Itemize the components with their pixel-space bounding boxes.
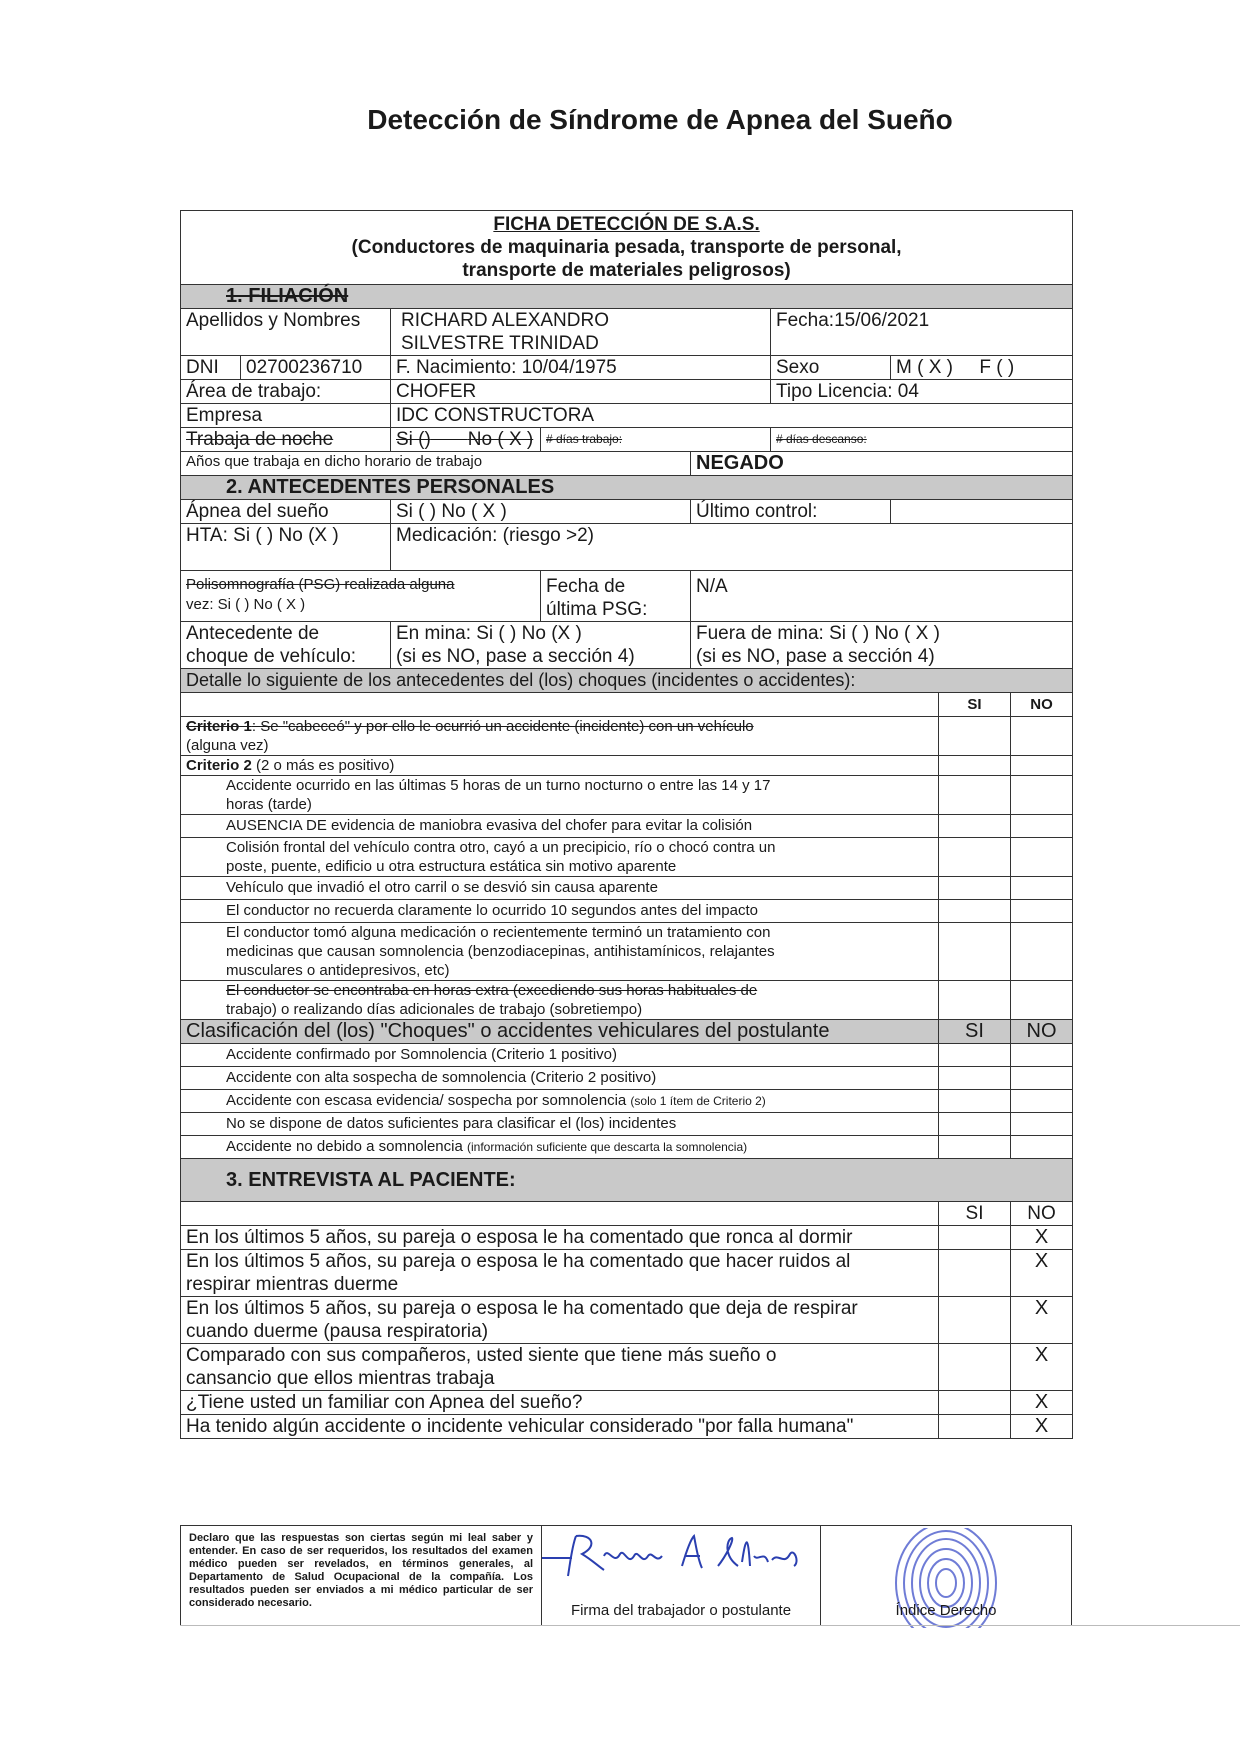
nombre-line-1: RICHARD ALEXANDRO <box>401 310 609 331</box>
hta: HTA: Si ( ) No (X ) <box>181 524 391 571</box>
row-apellidos <box>181 309 1073 356</box>
ultimo-control-value <box>891 500 1073 524</box>
apnea-label: Ápnea del sueño <box>181 500 391 524</box>
question-row <box>181 1297 1073 1344</box>
question-text: Comparado con sus compañeros, usted siente que tiene más sueño o <box>186 1345 777 1366</box>
indice-label: Índice Derecho <box>895 1602 997 1619</box>
row-si-no-header-2 <box>181 1202 1073 1226</box>
question-no: X <box>1011 1415 1073 1439</box>
criterio-item <box>181 776 1073 815</box>
section-entrevista-title: 3. ENTREVISTA AL PACIENTE: <box>181 1159 1073 1202</box>
psg-line-1: Polisomnografía (PSG) realizada alguna <box>186 576 455 593</box>
en-mina <box>391 622 691 669</box>
dni-value: 02700236710 <box>241 356 391 380</box>
signature-area <box>541 1526 821 1625</box>
question-row <box>181 1226 1073 1250</box>
row-area <box>181 380 1073 404</box>
question-text: En los últimos 5 años, su pareja o esposa le ha comentado que ronca al dormir <box>186 1227 853 1248</box>
declaracion-text: Declaro que las respuestas son ciertas según mi leal saber y entender. En caso de ser requeridos, los resultados del examen médico pueden ser revelados, en términos generales, al Departamento de Salud Ocupacional de la compañía. Los resultados pueden ser enviados a mi médico particular de ser considerado necesario. <box>189 1532 533 1609</box>
area-value: CHOFER <box>391 380 771 404</box>
criterio-1-label: Criterio 1 <box>186 718 252 735</box>
nombre-line-2: SILVESTRE TRINIDAD <box>401 333 599 354</box>
fuera-mina-line-2: (si es NO, pase a sección 4) <box>696 646 935 667</box>
question-text: En los últimos 5 años, su pareja o esposa le ha comentado que hacer ruidos al <box>186 1251 851 1272</box>
question-text-2: cuando duerme (pausa respiratoria) <box>186 1321 489 1342</box>
question-text: En los últimos 5 años, su pareja o esposa le ha comentado que deja de respirar <box>186 1298 858 1319</box>
entrevista-no-header: NO <box>1011 1202 1073 1226</box>
criterio-1-si <box>939 717 1011 756</box>
noche-si: Si () <box>396 429 431 450</box>
row-criterio-2 <box>181 756 1073 776</box>
form-subtitle-1: (Conductores de maquinaria pesada, transporte de personal, <box>351 237 902 258</box>
choque-line-1: Antecedente de <box>186 623 320 644</box>
criterio-1-no <box>1011 717 1073 756</box>
question-row <box>181 1344 1073 1391</box>
section-filiacion-title: 1. FILIACIÓN <box>226 285 349 307</box>
sas-form-table <box>180 210 1073 1439</box>
row-criterio-1 <box>181 717 1073 756</box>
clasificacion-item <box>181 1090 1073 1113</box>
sexo-f: F ( ) <box>979 357 1015 378</box>
fecha-psg <box>541 571 691 622</box>
criterio-item <box>181 815 1073 838</box>
psg <box>181 571 541 622</box>
question-text-2: respirar mientras duerme <box>186 1274 399 1295</box>
criterio-item-line: horas (tarde) <box>226 796 312 813</box>
clasificacion-no: NO <box>1011 1020 1073 1044</box>
anios-value: NEGADO <box>691 452 1073 476</box>
question-text: ¿Tiene usted un familiar con Apnea del sueño? <box>186 1392 583 1413</box>
fingerprint-area <box>821 1526 1071 1625</box>
clasificacion-item <box>181 1044 1073 1067</box>
clasificacion-item-text: Accidente con alta sospecha de somnolencia (Criterio 2 positivo) <box>226 1069 657 1086</box>
question-row <box>181 1250 1073 1297</box>
criterio-item <box>181 838 1073 877</box>
clasificacion-item-text: Accidente con escasa evidencia/ sospecha por somnolencia <box>226 1092 631 1109</box>
fuera-mina-line-1: Fuera de mina: Si ( ) No ( X ) <box>696 623 940 644</box>
question-no: X <box>1011 1226 1073 1250</box>
row-empresa <box>181 404 1073 428</box>
row-hta <box>181 524 1073 571</box>
fecha-psg-line-1: Fecha de <box>546 576 626 597</box>
question-no: X <box>1011 1344 1073 1391</box>
criterio-item-line: medicinas que causan somnolencia (benzodiacepinas, antihistamínicos, relajantes <box>226 943 775 960</box>
criterio-item-line: poste, puente, edificio u otra estructura estática sin motivo aparente <box>226 858 677 875</box>
apnea-value: Si ( ) No ( X ) <box>391 500 691 524</box>
criterio-2 <box>181 756 939 776</box>
row-anios <box>181 452 1073 476</box>
row-clasificacion <box>181 1020 1073 1044</box>
criterio-item-line: Accidente ocurrido en las últimas 5 horas de un turno nocturno o entre las 14 y 17 <box>226 777 771 794</box>
form-title: FICHA DETECCIÓN DE S.A.S. <box>493 214 760 235</box>
criterio-item <box>181 877 1073 900</box>
question-si <box>939 1344 1011 1391</box>
question-si <box>939 1391 1011 1415</box>
fecha: Fecha:15/06/2021 <box>771 309 1073 356</box>
area-label: Área de trabajo: <box>181 380 391 404</box>
si-header: SI <box>939 693 1011 717</box>
criterio-item <box>181 900 1073 923</box>
sexo-value <box>891 356 1073 380</box>
clasificacion-title: Clasificación del (los) "Choques" o accidentes vehiculares del postulante <box>181 1020 939 1044</box>
clasificacion-item-note: (solo 1 ítem de Criterio 2) <box>630 1094 766 1108</box>
anios-label: Años que trabaja en dicho horario de trabajo <box>181 452 691 476</box>
clasificacion-item <box>181 1113 1073 1136</box>
page-title: Detección de Síndrome de Apnea del Sueño <box>367 104 953 135</box>
criterio-1-text: : Se "cabeceó" y por ello le ocurrió un accidente (incidente) con un vehículo <box>251 718 754 735</box>
medicacion: Medicación: (riesgo >2) <box>391 524 1073 571</box>
noche-no: No ( X ) <box>467 429 534 450</box>
question-text-2: cansancio que ellos mientras trabaja <box>186 1368 495 1389</box>
clasificacion-item-note: (información suficiente que descarta la somnolencia) <box>467 1140 748 1154</box>
en-mina-line-2: (si es NO, pase a sección 4) <box>396 646 635 667</box>
clasificacion-si: SI <box>939 1020 1011 1044</box>
question-si <box>939 1250 1011 1297</box>
dias-descanso: # días descanso: <box>771 428 1073 452</box>
entrevista-si-header: SI <box>939 1202 1011 1226</box>
row-apnea <box>181 500 1073 524</box>
apellidos-value <box>391 309 771 356</box>
empresa-label: Empresa <box>181 404 391 428</box>
criterio-item <box>181 981 1073 1020</box>
licencia: Tipo Licencia: 04 <box>771 380 1073 404</box>
handwritten-signature <box>542 1526 822 1596</box>
dni-label: DNI <box>181 356 241 380</box>
ultimo-control: Último control: <box>691 500 891 524</box>
criterio-item-line: Colisión frontal del vehículo contra otro, cayó a un precipicio, río o chocó contra un <box>226 839 776 856</box>
row-choque <box>181 622 1073 669</box>
sexo-label: Sexo <box>771 356 891 380</box>
clasificacion-item <box>181 1136 1073 1159</box>
sexo-m: M ( X ) <box>896 357 953 378</box>
choque-label <box>181 622 391 669</box>
clasificacion-item-text: Accidente no debido a somnolencia <box>226 1138 467 1155</box>
empresa-value: IDC CONSTRUCTORA <box>391 404 1073 428</box>
criterio-item-line: AUSENCIA DE evidencia de maniobra evasiva del chofer para evitar la colisión <box>226 817 753 834</box>
criterio-item <box>181 923 1073 981</box>
question-si <box>939 1415 1011 1439</box>
fuera-mina <box>691 622 1073 669</box>
no-header: NO <box>1011 693 1073 717</box>
criterio-item-line: Vehículo que invadió el otro carril o se desvió sin causa aparente <box>226 879 658 896</box>
fecha-psg-value: N/A <box>691 571 1073 622</box>
criterio-item-line: trabajo) o realizando días adicionales de trabajo (sobretiempo) <box>226 1001 643 1018</box>
section-antecedentes <box>181 476 1073 500</box>
criterio-1-text2: (alguna vez) <box>186 737 269 754</box>
question-no: X <box>1011 1297 1073 1344</box>
criterio-1 <box>181 717 939 756</box>
clasificacion-item-text: Accidente confirmado por Somnolencia (Criterio 1 positivo) <box>226 1046 618 1063</box>
criterio-2-text: (2 o más es positivo) <box>251 757 395 774</box>
criterio-item-line: El conductor no recuerda claramente lo ocurrido 10 segundos antes del impacto <box>226 902 758 919</box>
question-text: Ha tenido algún accidente o incidente vehicular considerado "por falla humana" <box>186 1416 854 1437</box>
question-no: X <box>1011 1391 1073 1415</box>
question-si <box>939 1226 1011 1250</box>
row-si-no-header-1 <box>181 693 1073 717</box>
apellidos-label: Apellidos y Nombres <box>181 309 391 356</box>
question-si <box>939 1297 1011 1344</box>
criterio-item-line: El conductor tomó alguna medicación o recientemente terminó un tratamiento con <box>226 924 771 941</box>
section-entrevista <box>181 1159 1073 1202</box>
detalle-title: Detalle lo siguiente de los antecedentes del (los) choques (incidentes o accidentes): <box>181 669 1073 693</box>
page-baseline <box>180 1625 1240 1626</box>
row-detalle <box>181 669 1073 693</box>
dias-trabajo: # días trabajo: <box>541 428 771 452</box>
form-header-row <box>181 211 1073 285</box>
criterio-item-line: musculares o antidepresivos, etc) <box>226 962 450 979</box>
form-subtitle-2: transporte de materiales peligrosos) <box>462 260 791 281</box>
section-filiacion <box>181 285 1073 309</box>
question-row <box>181 1415 1073 1439</box>
section-antecedentes-title: 2. ANTECEDENTES PERSONALES <box>181 476 1073 500</box>
noche-label: Trabaja de noche <box>181 428 391 452</box>
noche-options <box>391 428 541 452</box>
question-row <box>181 1391 1073 1415</box>
question-no: X <box>1011 1250 1073 1297</box>
clasificacion-item-text: No se dispone de datos suficientes para clasificar el (los) incidentes <box>226 1115 677 1132</box>
fecha-psg-line-2: última PSG: <box>546 599 648 620</box>
en-mina-line-1: En mina: Si ( ) No (X ) <box>396 623 582 644</box>
footer-signature-box <box>180 1525 1072 1625</box>
choque-line-2: choque de vehículo: <box>186 646 357 667</box>
psg-line-2: vez: Si ( ) No ( X ) <box>186 596 306 613</box>
nacimiento: F. Nacimiento: 10/04/1975 <box>391 356 771 380</box>
clasificacion-item <box>181 1067 1073 1090</box>
criterio-item-line: El conductor se encontraba en horas extra (excediendo sus horas habituales de <box>226 982 758 999</box>
row-psg <box>181 571 1073 622</box>
row-noche <box>181 428 1073 452</box>
firma-label: Firma del trabajador o postulante <box>570 1602 792 1619</box>
criterio-2-label: Criterio 2 <box>186 757 252 774</box>
row-dni <box>181 356 1073 380</box>
